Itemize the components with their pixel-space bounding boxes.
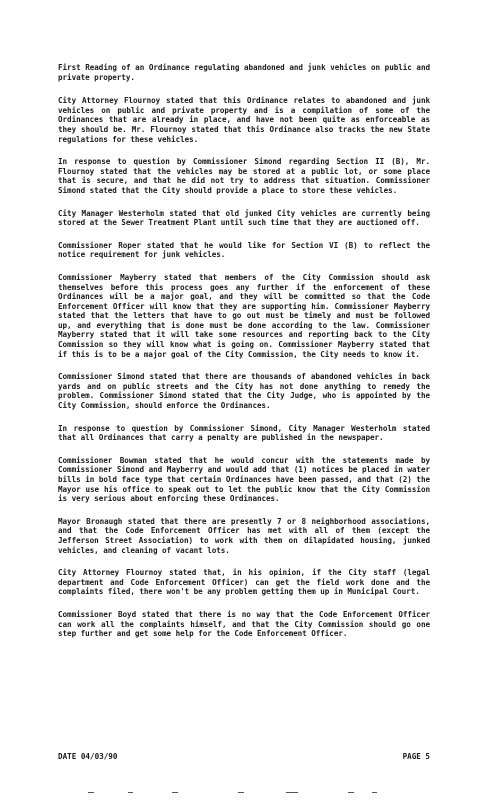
page-footer [58, 752, 430, 761]
scan-mark [128, 792, 133, 793]
paragraph-3: In response to question by Commissioner Simond regarding Section II (B), Mr. Flournoy stated that the vehicles may be stored at a public lot, or some place that is secure, and that he did not try to address that situation. Commissioner Simond stated that the City should provide a place to store these vehicles. [58, 157, 430, 195]
footer-date: DATE 04/03/90 [58, 752, 118, 761]
paragraph-8: In response to question by Commissioner Simond, City Manager Westerholm stated that all Ordinances that carry a penalty are published in the newspaper. [58, 423, 430, 443]
paragraph-10: Mayor Bronaugh stated that there are presently 7 or 8 neighborhood associations, and that the Code Enforcement Officer has met with all of them (except the Jefferson Street Association) to work with them on dilapidated housing, junked vehicles, and cleaning of vacant lots. [58, 516, 430, 555]
paragraph-12: Commissioner Boyd stated that there is no way that the Code Enforcement Officer can work all the complaints himself, and that the City Commission should go one step further and get some help for the Code Enforcement Officer. [58, 609, 430, 639]
paragraph-2: City Attorney Flournoy stated that this Ordinance relates to abandoned and junk vehicles on public and private property and is a compilation of some of the Ordinances that are already in place, and have not been quite as enforceable as they should be. Mr. Flournoy stated that this Ordinance also tracks the new State regulations for these vehicles. [58, 96, 430, 144]
document-body [58, 63, 430, 652]
scan-mark [372, 792, 377, 793]
paragraph-11: City Attorney Flournoy stated that, in his opinion, if the City staff (legal department and Code Enforcement Officer) can get the field work done and the complaints filed, there won't be any problem getting them up in Municipal Court. [58, 568, 430, 597]
scan-mark [286, 792, 298, 793]
scan-mark [348, 792, 354, 793]
scan-mark [172, 792, 178, 793]
paragraph-9: Commissioner Bowman stated that he would concur with the statements made by Commissioner Simond and Mayberry and would add that (1) notices be placed in water bills in bold face type that certain Ordinances have been passed, and that (2) the Mayor use his office to speak out to let the public know that the City Commission is very serious about enforcing these Ordinances. [58, 455, 430, 504]
scan-mark [238, 792, 244, 793]
paragraph-7: Commissioner Simond stated that there are thousands of abandoned vehicles in back yards and on public streets and the City has not done anything to remedy the problem. Commissioner Simond stated that the City Judge, who is appointed by the City Commission, should enforce the Ordinances. [58, 372, 430, 411]
scan-mark [88, 792, 94, 793]
paragraph-4: City Manager Westerholm stated that old junked City vehicles are currently being stored at the Sewer Treatment Plant until such time that they are auctioned off. [58, 208, 430, 228]
paragraph-1: First Reading of an Ordinance regulating abandoned and junk vehicles on public and private property. [58, 63, 430, 82]
footer-page-number: PAGE 5 [402, 752, 430, 761]
paragraph-6: Commissioner Mayberry stated that members of the City Commission should ask themselves before this process goes any further if the enforcement of these Ordinances will be a major goal, and they will be committed so that the Code Enforcement Officer will know that they are supporting him. Commissioner Mayberry stated that the letters that have to go out must be timely and must be followed up, and everything that is done must be done according to the law. Commissioner Mayberry stated that it will take some resources and reporting back to the City Commission so they will know what is going on. Commissioner Mayberry stated that if this is to be a major goal of the City Commission, the City needs to know it. [58, 272, 430, 359]
paragraph-5: Commissioner Roper stated that he would like for Section VI (B) to reflect the notice requirement for junk vehicles. [58, 240, 430, 260]
